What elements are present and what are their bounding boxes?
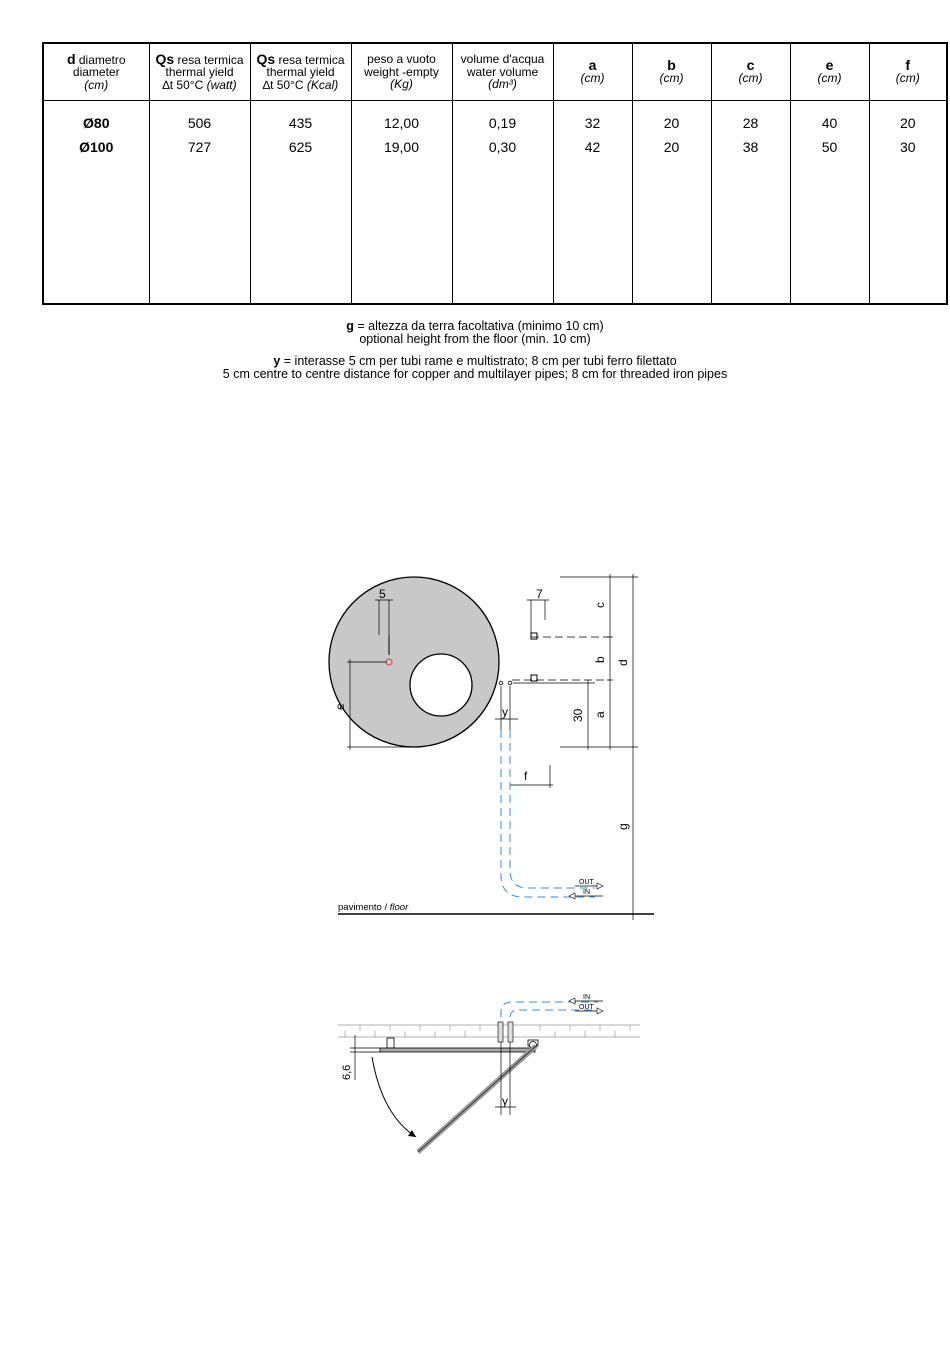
label-30: 30 [571, 708, 585, 722]
label-c: c [593, 602, 607, 608]
label-y: y [502, 705, 508, 719]
label-7: 7 [536, 587, 543, 601]
side-label-in: IN [583, 994, 590, 1001]
panel-closed [380, 1048, 535, 1052]
cell-f: 20 30 [869, 100, 947, 304]
note-y-en: 5 cm centre to centre distance for copper and multilayer pipes; 8 cm for threaded iron pipes [222, 366, 728, 381]
label-a: a [593, 711, 607, 718]
label-g: g [616, 823, 630, 830]
spec-table [42, 42, 948, 305]
cell-weight: 12,00 19,00 [351, 100, 452, 304]
side-label-y: y [502, 1094, 508, 1108]
header-row [43, 43, 947, 100]
technical-drawing [320, 560, 660, 1160]
table-body-row [43, 100, 947, 304]
cell-qs-kcal: 435 625 [250, 100, 351, 304]
label-f: f [524, 769, 528, 783]
note-y: y = interasse 5 cm per tubi rame e multistrato; 8 cm per tubi ferro filettato [273, 354, 677, 368]
header-e: e (cm) [790, 43, 869, 100]
header-c: c (cm) [711, 43, 790, 100]
cell-b: 20 20 [632, 100, 711, 304]
label-b: b [593, 656, 607, 663]
cell-a: 32 42 [553, 100, 632, 304]
side-label-out: OUT [579, 1004, 594, 1011]
note-g: g = altezza da terra facoltativa (minimo 10 cm) [346, 319, 604, 333]
header-qs-watt: Qs resa termica thermal yield ∆t 50°C (watt) [149, 43, 250, 100]
side-view [338, 994, 640, 1152]
header-f: f (cm) [869, 43, 947, 100]
cell-c: 28 38 [711, 100, 790, 304]
cell-e: 40 50 [790, 100, 869, 304]
note-g-en: optional height from the floor (min. 10 cm) [359, 331, 591, 346]
cell-qs-watt: 506 727 [149, 100, 250, 304]
header-weight: peso a vuoto weight -empty (Kg) [351, 43, 452, 100]
label-out: OUT [579, 879, 594, 886]
cell-diameter: Ø80 Ø100 [79, 114, 114, 155]
label-d: d [616, 659, 630, 666]
header-water-volume: volume d'acqua water volume (dm³) [452, 43, 553, 100]
header-diameter: d diametro diameter (cm) [43, 43, 149, 100]
cell-water-volume: 0,19 0,30 [452, 100, 553, 304]
front-view [329, 574, 654, 920]
header-b: b (cm) [632, 43, 711, 100]
label-in: IN [583, 889, 590, 896]
header-a: a (cm) [553, 43, 632, 100]
side-label-6-6: 6,6 [341, 1064, 353, 1080]
label-e: e [333, 703, 347, 710]
notes [0, 320, 950, 380]
header-qs-kcal: Qs resa termica thermal yield ∆t 50°C (Kcal) [250, 43, 351, 100]
floor-label: pavimento / floor [338, 902, 409, 913]
center-hole [410, 654, 472, 716]
label-5: 5 [379, 587, 386, 601]
